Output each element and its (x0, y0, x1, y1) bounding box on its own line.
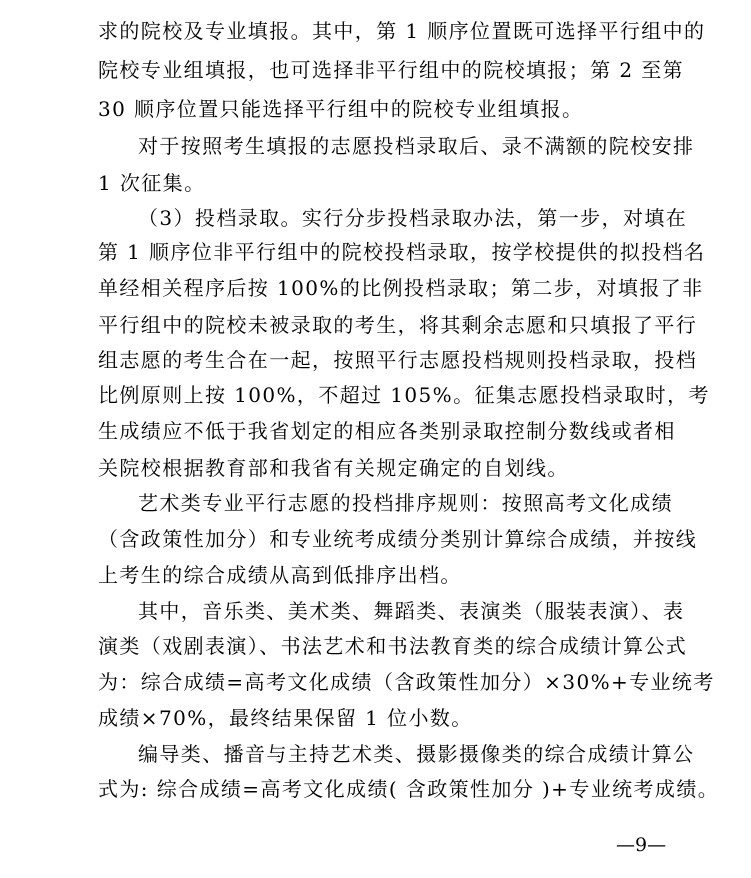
text-line: 院校专业组填报，也可选择非平行组中的院校填报；第 2 至第 (98, 58, 685, 82)
text-line: 单经相关程序后按 100%的比例投档录取；第二步，对填报了非 (98, 276, 704, 300)
text-line: （含政策性加分）和专业统考成绩分类别计算综合成绩，并按线 (98, 527, 698, 551)
text-line: 对于按照考生填报的志愿投档录取后、录不满额的院校安排 (138, 134, 695, 158)
text-line: 成绩×70%，最终结果保留 1 位小数。 (98, 706, 473, 730)
text-line: 求的院校及专业填报。其中，第 1 顺序位置既可选择平行组中的 (98, 19, 706, 43)
text-line: 式为: 综合成绩=高考文化成绩( 含政策性加分 )+专业统考成绩。 (98, 777, 720, 801)
text-line: 第 1 顺序位非平行组中的院校投档录取，按学校提供的拟投档名 (98, 240, 706, 264)
text-line: （3）投档录取。实行分步投档录取办法，第一步，对填在 (138, 206, 688, 230)
text-line: 为：综合成绩=高考文化成绩（含政策性加分）×30%+专业统考 (98, 670, 715, 694)
text-line: 艺术类专业平行志愿的投档排序规则：按照高考文化成绩 (138, 491, 673, 515)
text-line: 关院校根据教育部和我省有关规定确定的自划线。 (98, 456, 569, 480)
text-line: 平行组中的院校未被录取的考生，将其剩余志愿和只填报了平行 (98, 313, 698, 337)
text-line: 演类（戏剧表演）、书法艺术和书法教育类的综合成绩计算公式 (98, 634, 688, 658)
text-line: 组志愿的考生合在一起，按照平行志愿投档规则投档录取，投档 (98, 348, 698, 372)
text-line: 30 顺序位置只能选择平行组中的院校专业组填报。 (98, 97, 584, 121)
page-number: —9— (616, 834, 667, 856)
text-line: 比例原则上按 100%，不超过 105%。征集志愿投档录取时，考 (98, 383, 710, 407)
text-line: 生成绩应不低于我省划定的相应各类别录取控制分数线或者相 (98, 419, 676, 443)
text-line: 编导类、播音与主持艺术类、摄影摄像类的综合成绩计算公 (138, 742, 695, 766)
text-line: 1 次征集。 (98, 171, 206, 195)
text-line: 上考生的综合成绩从高到低排序出档。 (98, 563, 462, 587)
text-line: 其中，音乐类、美术类、舞蹈类、表演类（服装表演）、表 (138, 599, 685, 623)
